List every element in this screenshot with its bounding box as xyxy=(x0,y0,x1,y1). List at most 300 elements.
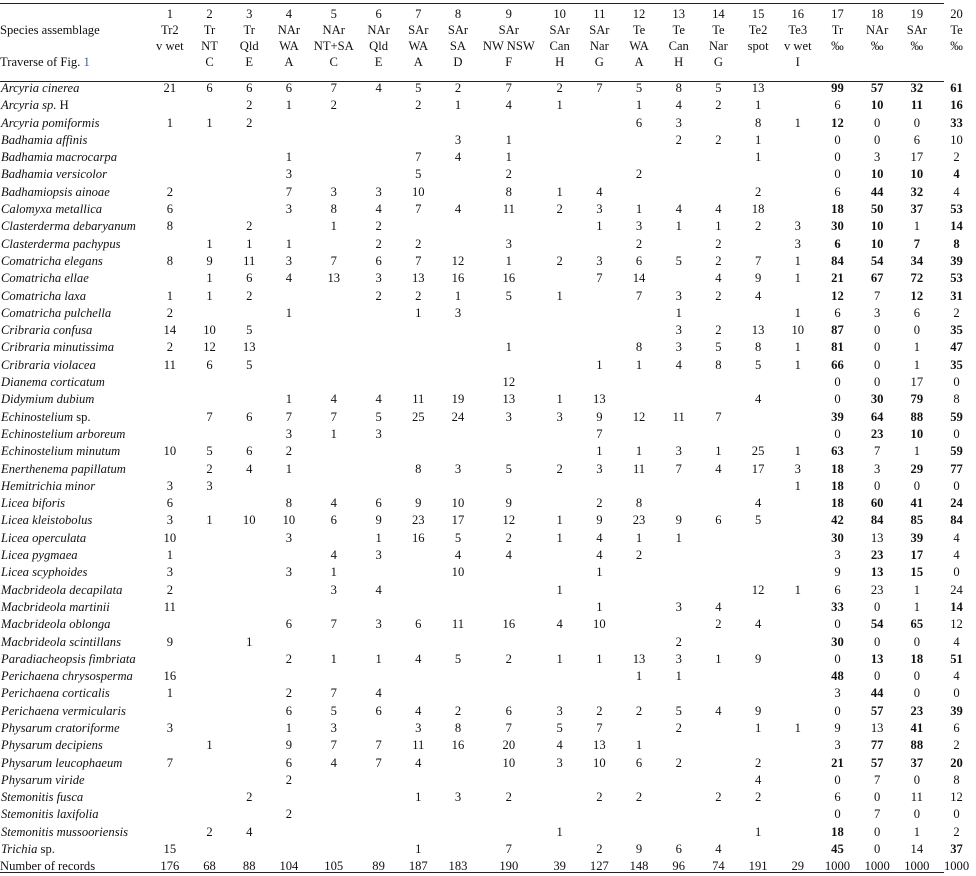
cell-col-15: 4 xyxy=(754,772,762,787)
cell-col-11: 10 xyxy=(593,755,606,770)
cell-col-11: 2 xyxy=(596,790,603,805)
cell-col-2 xyxy=(190,668,230,685)
header-col-12-line-2: Te xyxy=(632,23,646,37)
species-table xyxy=(0,6,976,876)
cell-col-4 xyxy=(269,824,309,841)
cell-col-16: 10 xyxy=(791,323,805,338)
header-col-15 xyxy=(738,6,778,80)
cell-col-4 xyxy=(269,841,309,858)
header-row xyxy=(0,6,976,80)
header-col-6-line-3: Qld xyxy=(369,39,389,53)
cell-col-9 xyxy=(478,218,540,235)
species-name xyxy=(0,374,150,391)
cell-col-14 xyxy=(699,426,739,443)
species-name xyxy=(0,824,150,841)
cell-col-6: 4 xyxy=(375,686,382,701)
species-name-qualifier xyxy=(136,219,139,233)
cell-col-13 xyxy=(659,166,699,183)
cell-col-10: 4 xyxy=(556,617,563,632)
header-col-12 xyxy=(619,6,659,80)
species-name-italic: Perichaena corticalis xyxy=(1,686,110,701)
species-name-italic: Echinostelium minutum xyxy=(1,444,121,459)
cell-col-20: 16 xyxy=(950,98,963,113)
cell-col-20: 53 xyxy=(950,202,963,217)
cell-col-17: 18 xyxy=(831,202,844,217)
cell-col-3: 5 xyxy=(246,323,253,338)
cell-col-4: 10 xyxy=(282,513,296,528)
cell-col-20: 59 xyxy=(950,444,963,459)
cell-col-2 xyxy=(190,305,230,322)
cell-col-10: 1 xyxy=(556,651,563,666)
cell-col-14: 4 xyxy=(715,202,722,217)
cell-col-5: 7 xyxy=(330,738,337,753)
cell-col-13 xyxy=(659,495,699,512)
cell-col-15 xyxy=(738,737,778,754)
cell-col-16 xyxy=(778,512,818,529)
cell-col-2 xyxy=(190,97,230,114)
cell-col-4: 6 xyxy=(285,703,293,718)
cell-col-6: 2 xyxy=(375,288,382,303)
cell-col-15: 2 xyxy=(754,219,762,234)
cell-col-10 xyxy=(540,806,580,823)
cell-col-5 xyxy=(309,443,359,460)
species-name-qualifier xyxy=(94,392,97,406)
header-col-10-line-2: SAr xyxy=(549,23,570,37)
cell-col-17: 12 xyxy=(831,288,844,303)
cell-col-16 xyxy=(778,166,818,183)
cell-col-15: 17 xyxy=(751,461,765,476)
cell-col-12: 1 xyxy=(635,669,643,684)
cell-col-13: 3 xyxy=(675,115,682,130)
cell-col-10 xyxy=(540,789,580,806)
species-name-italic: Macbrideola scintillans xyxy=(1,634,121,649)
cell-col-7 xyxy=(398,426,438,443)
species-name-qualifier xyxy=(78,548,81,562)
cell-col-17: 9 xyxy=(834,565,841,580)
cell-col-4: 1 xyxy=(285,461,293,476)
cell-col-2 xyxy=(190,495,230,512)
cell-col-20: 20 xyxy=(950,755,963,770)
cell-col-5 xyxy=(309,374,359,391)
cell-col-11: 13 xyxy=(593,738,606,753)
cell-col-6: 4 xyxy=(375,392,382,407)
cell-col-19: 17 xyxy=(910,375,924,390)
cell-col-14 xyxy=(699,737,739,754)
header-col-19-line-3: ‰ xyxy=(910,39,924,53)
cell-col-1: 2 xyxy=(166,582,173,597)
cell-col-1 xyxy=(150,461,190,478)
cell-col-17: 18 xyxy=(831,478,844,493)
cell-col-16: 3 xyxy=(794,461,801,476)
cell-col-8: 12 xyxy=(451,253,465,268)
cell-col-11: 4 xyxy=(596,548,603,563)
cell-col-20: 53 xyxy=(950,271,963,286)
cell-col-19: 11 xyxy=(910,790,923,805)
cell-col-16 xyxy=(778,841,818,858)
total-col-3: 88 xyxy=(242,859,256,874)
cell-col-15: 9 xyxy=(754,651,762,666)
cell-col-19: 88 xyxy=(910,409,924,424)
cell-col-13: 2 xyxy=(675,755,682,770)
species-name-italic: Hemitrichia minor xyxy=(1,478,96,493)
cell-col-17: 6 xyxy=(834,98,841,113)
cell-col-10 xyxy=(540,322,580,339)
table-row xyxy=(0,841,976,858)
header-col-4-line-1: 4 xyxy=(285,7,293,21)
cell-col-18: 23 xyxy=(870,426,884,441)
cell-col-10 xyxy=(540,426,580,443)
cell-col-10: 2 xyxy=(556,81,563,95)
cell-col-12 xyxy=(619,322,659,339)
cell-col-9: 12 xyxy=(502,513,516,528)
cell-col-16: 1 xyxy=(794,444,801,459)
cell-col-12: 1 xyxy=(635,530,643,545)
cell-col-3: 6 xyxy=(246,81,253,95)
header-col-11 xyxy=(580,6,620,80)
cell-col-20: 4 xyxy=(953,548,960,563)
cell-col-14 xyxy=(699,685,739,702)
cell-col-10 xyxy=(540,634,580,651)
cell-col-15: 9 xyxy=(754,271,762,286)
species-name-italic: Didymium dubium xyxy=(1,392,95,407)
cell-col-2: 1 xyxy=(206,115,213,130)
cell-col-14: 2 xyxy=(715,617,722,632)
cell-col-10 xyxy=(540,357,580,374)
cell-col-7 xyxy=(398,322,438,339)
header-col-1 xyxy=(150,6,190,80)
cell-col-2 xyxy=(190,374,230,391)
cell-col-6: 6 xyxy=(375,253,382,268)
cell-col-7 xyxy=(398,443,438,460)
header-col-9-line-1: 9 xyxy=(505,7,512,21)
species-name-qualifier xyxy=(87,133,90,147)
cell-col-8: 17 xyxy=(451,513,465,528)
cell-col-3 xyxy=(229,841,269,858)
cell-col-2 xyxy=(190,685,230,702)
species-name-italic: Comatricha ellae xyxy=(1,271,89,286)
table-row xyxy=(0,322,976,339)
header-col-14-line-3: Nar xyxy=(708,39,728,53)
cell-col-20: 61 xyxy=(950,81,963,95)
cell-col-6 xyxy=(359,461,399,478)
cell-col-16 xyxy=(778,737,818,754)
cell-col-3 xyxy=(229,685,269,702)
cell-col-15: 4 xyxy=(754,288,762,303)
cell-col-7: 11 xyxy=(412,392,425,407)
cell-col-13 xyxy=(659,824,699,841)
cell-col-5 xyxy=(309,132,359,149)
cell-col-3: 1 xyxy=(246,236,253,251)
table-row xyxy=(0,391,976,408)
species-name-qualifier xyxy=(86,289,89,303)
species-name-italic: Badhamia affinis xyxy=(1,132,88,147)
species-name-italic: Physarum cratoriforme xyxy=(1,720,120,735)
cell-col-7 xyxy=(398,824,438,841)
cell-col-10: 1 xyxy=(556,582,563,597)
cell-col-18: 13 xyxy=(870,530,884,545)
table-row xyxy=(0,461,976,478)
cell-col-12 xyxy=(619,426,659,443)
cell-col-16 xyxy=(778,668,818,685)
cell-col-5 xyxy=(309,166,359,183)
cell-col-13: 3 xyxy=(675,444,682,459)
species-name-italic: Licea kleistobolus xyxy=(1,513,93,528)
cell-col-12: 8 xyxy=(635,340,643,355)
cell-col-18: 13 xyxy=(870,720,884,735)
species-name-italic: Physarum leucophaeum xyxy=(1,755,123,770)
cell-col-17: 0 xyxy=(834,392,841,407)
cell-col-17: 0 xyxy=(834,651,841,666)
cell-col-7: 16 xyxy=(411,530,425,545)
cell-col-7 xyxy=(398,115,438,132)
cell-col-8 xyxy=(438,772,478,789)
cell-col-10 xyxy=(540,132,580,149)
cell-col-9 xyxy=(478,322,540,339)
cell-col-7: 10 xyxy=(411,184,425,199)
cell-col-15 xyxy=(738,841,778,858)
species-name-qualifier xyxy=(92,323,95,337)
cell-col-5 xyxy=(309,841,359,858)
cell-col-7: 1 xyxy=(415,842,422,857)
cell-col-16: 3 xyxy=(794,219,801,234)
total-col-5: 105 xyxy=(324,859,344,874)
table-row xyxy=(0,737,976,754)
cell-col-18: 7 xyxy=(874,444,881,459)
cell-col-8: 3 xyxy=(454,790,462,805)
cell-col-4 xyxy=(269,115,309,132)
cell-col-17: 48 xyxy=(831,669,844,684)
cell-col-2: 3 xyxy=(206,478,213,493)
cell-col-16 xyxy=(778,409,818,426)
cell-col-4: 2 xyxy=(285,772,293,787)
cell-col-4: 3 xyxy=(285,253,293,268)
species-name-italic: Calomyxa metallica xyxy=(1,202,103,217)
figure-link[interactable]: 1 xyxy=(83,55,90,69)
cell-col-6: 1 xyxy=(375,530,382,545)
cell-col-17: 84 xyxy=(831,253,844,268)
cell-col-5 xyxy=(309,236,359,253)
total-col-16: 29 xyxy=(791,859,805,874)
cell-col-16: 1 xyxy=(794,115,801,130)
cell-col-15 xyxy=(738,685,778,702)
species-name-italic: Badhamiopsis ainoae xyxy=(1,184,110,199)
cell-col-10: 3 xyxy=(556,409,563,424)
cell-col-2: 1 xyxy=(206,738,213,753)
species-name-qualifier xyxy=(87,565,90,579)
cell-col-7 xyxy=(398,668,438,685)
cell-col-7 xyxy=(398,772,438,789)
cell-col-6: 5 xyxy=(375,409,382,424)
cell-col-9: 2 xyxy=(505,651,512,666)
cell-col-1 xyxy=(150,236,190,253)
cell-col-3 xyxy=(229,391,269,408)
header-col-9-line-2: SAr xyxy=(498,23,519,37)
cell-col-18: 10 xyxy=(870,167,884,182)
cell-col-3 xyxy=(229,305,269,322)
cell-col-13 xyxy=(659,582,699,599)
cell-col-2 xyxy=(190,789,230,806)
cell-col-16 xyxy=(778,564,818,581)
cell-col-17: 18 xyxy=(831,496,844,511)
header-col-14-line-1: 14 xyxy=(712,7,725,21)
cell-col-1: 11 xyxy=(163,599,176,614)
cell-col-3: 2 xyxy=(246,115,253,130)
species-name-qualifier xyxy=(85,773,88,787)
species-name xyxy=(0,703,150,720)
header-col-18-line-2: NAr xyxy=(865,23,889,37)
header-col-15-line-2: Te2 xyxy=(748,23,768,37)
cell-col-14: 2 xyxy=(715,236,722,251)
cell-col-10: 1 xyxy=(556,392,563,407)
cell-col-19: 17 xyxy=(910,150,924,165)
header-col-2-line-4: C xyxy=(205,55,214,69)
species-name xyxy=(0,253,150,270)
cell-col-19: 1 xyxy=(913,219,920,234)
header-col-12-line-1: 12 xyxy=(632,7,646,21)
table-row xyxy=(0,201,976,218)
cell-col-3: 2 xyxy=(246,790,253,805)
cell-col-19: 12 xyxy=(910,288,924,303)
header-col-1-line-2: Tr2 xyxy=(160,23,179,37)
cell-col-9 xyxy=(478,668,540,685)
cell-col-13 xyxy=(659,547,699,564)
cell-col-5: 1 xyxy=(330,426,337,441)
cell-col-13 xyxy=(659,149,699,166)
cell-col-6: 2 xyxy=(375,236,382,251)
cell-col-4: 1 xyxy=(285,720,293,735)
cell-col-14 xyxy=(699,824,739,841)
cell-col-17: 0 xyxy=(834,772,841,787)
cell-col-16 xyxy=(778,530,818,547)
species-name xyxy=(0,80,150,97)
cell-col-1: 8 xyxy=(166,253,173,268)
cell-col-3 xyxy=(229,184,269,201)
cell-col-5 xyxy=(309,668,359,685)
cell-col-3: 10 xyxy=(242,513,256,528)
species-name xyxy=(0,218,150,235)
cell-col-7: 4 xyxy=(415,703,422,718)
cell-col-16: 1 xyxy=(794,720,801,735)
cell-col-18: 13 xyxy=(870,651,884,666)
cell-col-6: 3 xyxy=(375,271,382,286)
cell-col-1: 14 xyxy=(163,323,177,338)
cell-col-9 xyxy=(478,634,540,651)
cell-col-7 xyxy=(398,547,438,564)
cell-col-1: 16 xyxy=(163,669,177,684)
table-row xyxy=(0,426,976,443)
cell-col-1 xyxy=(150,789,190,806)
cell-col-7 xyxy=(398,634,438,651)
cell-col-6 xyxy=(359,789,399,806)
cell-col-8 xyxy=(438,218,478,235)
cell-col-9: 7 xyxy=(505,720,512,735)
cell-col-17: 6 xyxy=(834,790,841,805)
species-name xyxy=(0,564,150,581)
cell-col-9: 10 xyxy=(502,755,516,770)
species-name-italic: Physarum decipiens xyxy=(1,738,103,753)
header-species-assemblage: Species assemblage xyxy=(0,23,100,37)
cell-col-18: 10 xyxy=(870,219,884,234)
cell-col-12 xyxy=(619,391,659,408)
header-col-16 xyxy=(778,6,818,80)
cell-col-8: 3 xyxy=(454,305,462,320)
cell-col-6 xyxy=(359,166,399,183)
cell-col-8: 1 xyxy=(454,288,462,303)
species-name-italic: Licea pygmaea xyxy=(1,548,78,563)
species-name xyxy=(0,443,150,460)
table-row xyxy=(0,582,976,599)
cell-col-15: 1 xyxy=(754,98,762,113)
table-row xyxy=(0,824,976,841)
cell-col-20: 37 xyxy=(950,842,963,857)
species-name xyxy=(0,685,150,702)
cell-col-5 xyxy=(309,339,359,356)
cell-col-7 xyxy=(398,806,438,823)
header-col-8-line-2: SAr xyxy=(447,23,469,37)
cell-col-16 xyxy=(778,685,818,702)
species-name xyxy=(0,478,150,495)
cell-col-2: 9 xyxy=(206,253,213,268)
header-col-15-line-3: spot xyxy=(747,39,769,53)
cell-col-8 xyxy=(438,824,478,841)
cell-col-20: 47 xyxy=(950,340,963,355)
cell-col-19: 41 xyxy=(910,496,924,511)
cell-col-19: 14 xyxy=(910,842,924,857)
cell-col-4 xyxy=(269,339,309,356)
cell-col-15: 13 xyxy=(751,323,765,338)
species-name xyxy=(0,806,150,823)
cell-col-15: 2 xyxy=(754,184,762,199)
table-row xyxy=(0,530,976,547)
species-name-italic: Echinostelium xyxy=(1,409,74,424)
cell-col-5 xyxy=(309,115,359,132)
cell-col-8: 3 xyxy=(454,132,462,147)
species-name-qualifier xyxy=(105,375,108,389)
cell-col-15: 4 xyxy=(754,617,762,632)
cell-col-18: 44 xyxy=(870,686,884,701)
cell-col-17: 6 xyxy=(834,582,841,597)
cell-col-7: 4 xyxy=(415,651,422,666)
cell-col-13 xyxy=(659,374,699,391)
cell-col-19: 1 xyxy=(913,444,920,459)
cell-col-15: 1 xyxy=(754,824,762,839)
header-col-4-line-2: NAr xyxy=(277,23,301,37)
cell-col-13: 4 xyxy=(675,357,682,372)
species-name-italic: Stemonitis laxifolia xyxy=(1,807,99,822)
cell-col-7: 5 xyxy=(415,81,422,95)
cell-col-15: 4 xyxy=(754,496,762,511)
species-name xyxy=(0,132,150,149)
cell-col-17: 45 xyxy=(831,842,844,857)
cell-col-10: 2 xyxy=(556,461,563,476)
header-col-20-line-3: ‰ xyxy=(950,39,963,53)
cell-col-18: 54 xyxy=(870,253,884,268)
cell-col-9 xyxy=(478,599,540,616)
cell-col-16 xyxy=(778,824,818,841)
header-col-13-line-1: 13 xyxy=(672,7,686,21)
cell-col-20: 0 xyxy=(953,807,960,822)
cell-col-15: 9 xyxy=(754,703,762,718)
cell-col-12 xyxy=(619,599,659,616)
cell-col-14 xyxy=(699,305,739,322)
cell-col-11: 1 xyxy=(596,444,603,459)
header-col-9 xyxy=(478,6,540,80)
cell-col-9 xyxy=(478,115,540,132)
cell-col-1 xyxy=(150,737,190,754)
cell-col-2 xyxy=(190,564,230,581)
species-name-italic: Stemonitis mussooriensis xyxy=(1,824,128,839)
cell-col-19: 0 xyxy=(913,478,920,493)
